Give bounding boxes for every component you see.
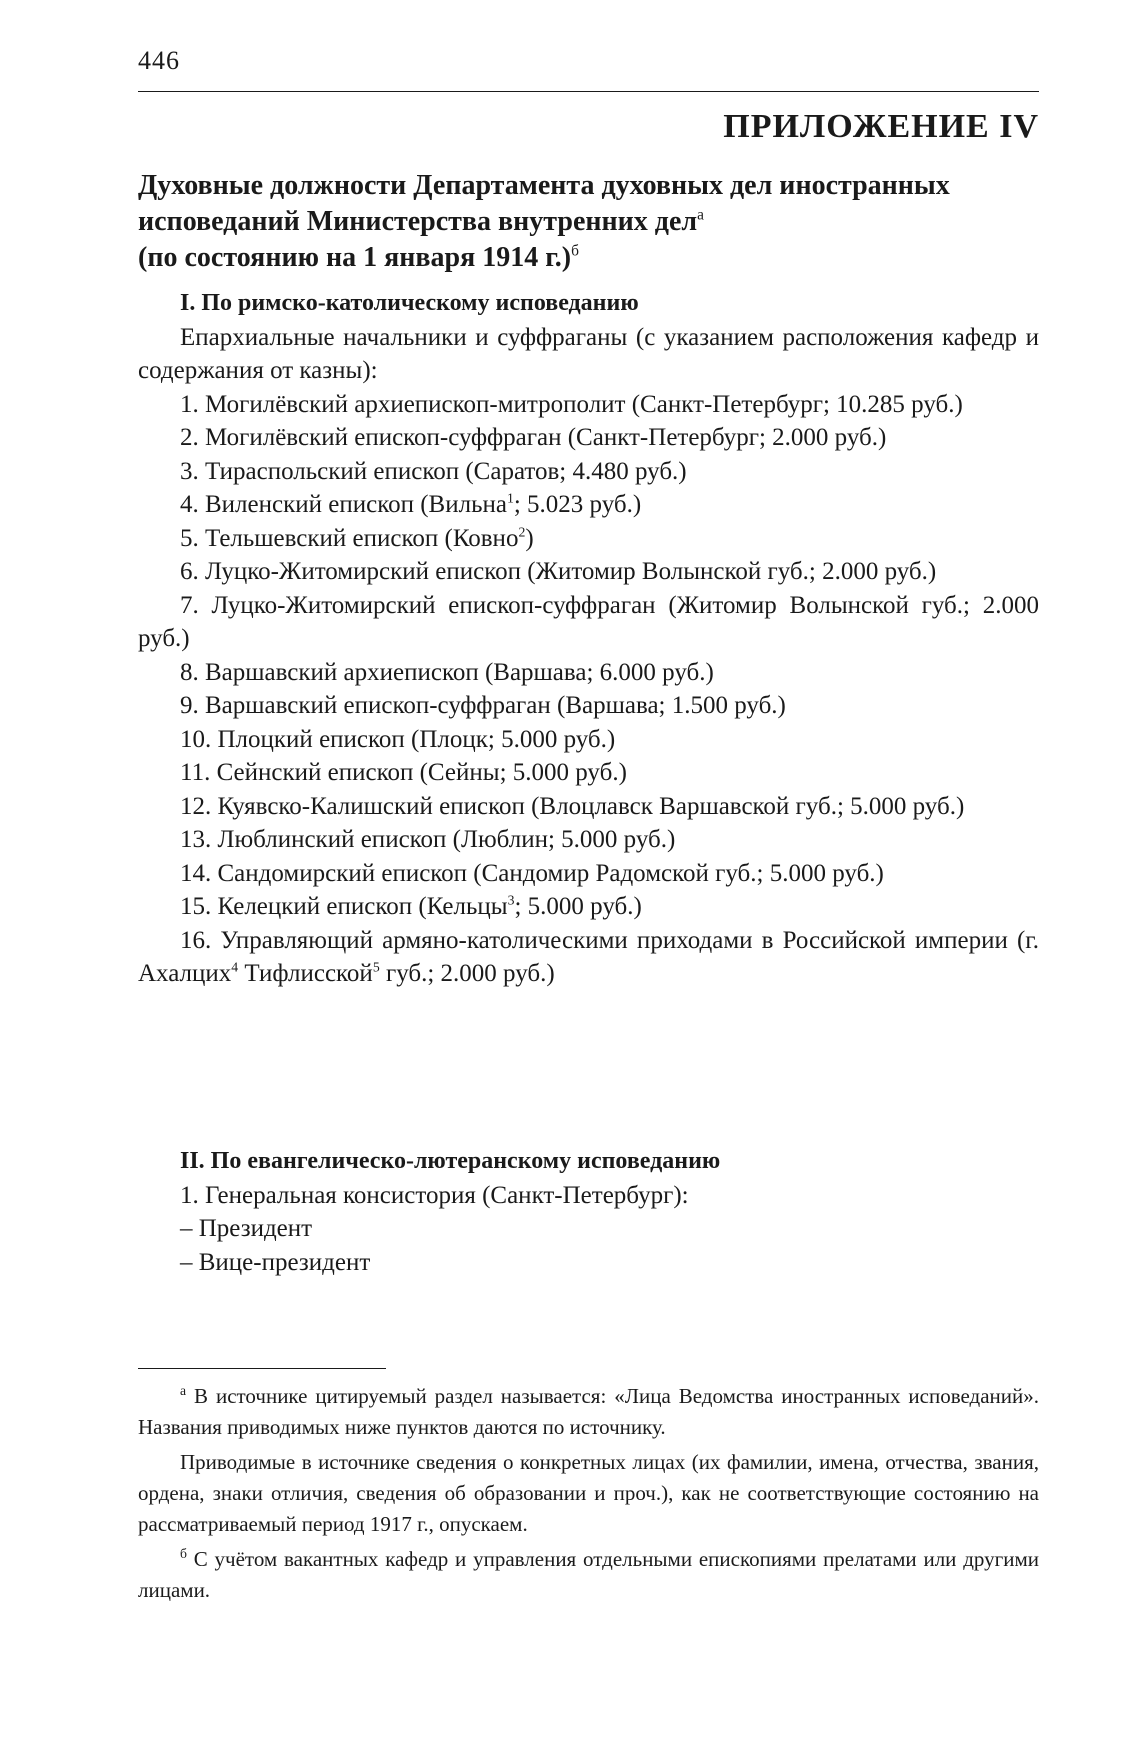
list-item	[138, 689, 1039, 723]
footnote-a	[138, 1381, 1039, 1443]
title-line-3	[138, 240, 1039, 276]
list-item	[138, 823, 1039, 857]
list-item	[138, 890, 1039, 924]
section-heading: II. По евангелическо-лютеранскому исповеданию	[180, 1148, 721, 1174]
list-item-text: )	[525, 524, 534, 552]
list-item-text: 10. Плоцкий епископ (Плоцк; 5.000 руб.)	[180, 725, 616, 753]
footnotes	[138, 1381, 1039, 1610]
section-roman-catholic	[138, 287, 1039, 991]
list-item-text: 2. Могилёвский епископ-суффраган (Санкт-Петербург; 2.000 руб.)	[180, 424, 887, 451]
list-item-text: 16. Управляющий армяно-католическими приходами в Российской империи (г. Ахалцих	[138, 926, 1039, 987]
list-item-text: 15. Келецкий епископ (Кельцы	[180, 893, 508, 920]
list-item: – Вице-президент	[180, 1248, 371, 1276]
list-item-text: ; 5.000 руб.)	[514, 893, 642, 920]
list-item	[138, 488, 1039, 522]
header-rule	[138, 91, 1039, 92]
title-line-3-text: (по состоянию на 1 января 1914 г.)	[138, 242, 572, 273]
list-item-text: 1. Могилёвский архиепископ-митрополит (Санкт-Петербург; 10.285 руб.)	[180, 390, 963, 418]
list-item-text: 14. Сандомирский епископ (Сандомир Радомской губ.; 5.000 руб.)	[180, 859, 884, 887]
document-title	[138, 168, 1039, 276]
list-item	[138, 756, 1039, 790]
list-item	[138, 455, 1039, 489]
footnote-a-continued: Приводимые в источнике сведения о конкретных лицах (их фамилии, имена, отчества, звания, ордена, знаки отличия, сведения об образовании и проч.), как не соответствующие состоянию на рассматриваемый период 1917 г., опускаем.	[138, 1450, 1039, 1536]
list-item-text: 13. Люблинский епископ (Люблин; 5.000 руб.)	[180, 826, 676, 853]
note-ref: 5	[372, 959, 380, 975]
list-item	[138, 388, 1039, 422]
footnote-mark-b: б	[180, 1546, 187, 1561]
list-item	[138, 924, 1039, 991]
title-line-1: Духовные должности Департамента духовных дел иностранных	[138, 170, 950, 201]
section-intro: Епархиальные начальники и суффраганы (с указанием расположения кафедр и содержания от казны):	[138, 323, 1039, 384]
list-item-text: 6. Луцко-Житомирский епископ (Житомир Волынской губ.; 2.000 руб.)	[180, 558, 937, 585]
list-item: – Президент	[180, 1215, 313, 1242]
list-item	[138, 857, 1039, 891]
list-item	[138, 723, 1039, 757]
note-ref: 3	[507, 892, 515, 908]
consistory-list	[138, 1179, 1039, 1280]
appendix-title: ПРИЛОЖЕНИЕ IV	[723, 108, 1039, 145]
list-item	[138, 790, 1039, 824]
section-lutheran	[138, 1145, 1039, 1279]
footnote-mark-a: а	[180, 1383, 187, 1398]
page-number: 446	[138, 46, 180, 75]
list-item-text: губ.; 2.000 руб.)	[379, 960, 555, 987]
list-item-text: 11. Сейнский епископ (Сейны; 5.000 руб.)	[180, 759, 627, 786]
list-item-text: 8. Варшавский архиепископ (Варшава; 6.000 руб.)	[180, 658, 714, 686]
section-heading: I. По римско-католическому исповеданию	[180, 290, 639, 316]
note-ref: 1	[506, 490, 514, 506]
list-item	[138, 421, 1039, 455]
list-item-text: 9. Варшавский епископ-суффраган (Варшава; 1.500 руб.)	[180, 692, 786, 719]
footnote-ref-a: а	[697, 206, 704, 224]
list-item-text: 5. Тельшевский епископ (Ковно	[180, 524, 519, 552]
list-item-text: ; 5.023 руб.)	[513, 491, 642, 518]
diocese-list	[138, 388, 1039, 991]
footnote-b-text: С учётом вакантных кафедр и управления отдельными епископиями прелатами или другими лицами.	[138, 1547, 1039, 1602]
list-item	[138, 555, 1039, 589]
footnote-b	[138, 1544, 1039, 1606]
list-item-text: Тифлисской	[238, 960, 373, 987]
list-item	[138, 656, 1039, 690]
note-ref: 4	[231, 959, 239, 975]
title-line-2	[138, 204, 1039, 240]
list-item-text: 4. Виленский епископ (Вильна	[180, 491, 507, 518]
footnote-ref-b: б	[571, 242, 579, 260]
list-item-text: 7. Луцко-Житомирский епископ-суффраган (Житомир Волынской губ.; 2.000 руб.)	[138, 591, 1039, 652]
footnote-a-text: В источнике цитируемый раздел называется: «Лица Ведомства иностранных исповеданий». Названия приводимых ниже пунктов даются по источнику.	[138, 1384, 1039, 1439]
list-item	[138, 522, 1039, 556]
list-item	[138, 589, 1039, 656]
list-item-text: 3. Тираспольский епископ (Саратов; 4.480 руб.)	[180, 457, 687, 485]
note-ref: 2	[518, 524, 526, 540]
list-item: 1. Генеральная консистория (Санкт-Петербург):	[180, 1181, 689, 1209]
title-line-2-text: исповеданий Министерства внутренних дел	[138, 206, 698, 237]
list-item-text: 12. Куявско-Калишский епископ (Влоцлавск Варшавской губ.; 5.000 руб.)	[180, 792, 965, 820]
footnote-rule	[138, 1368, 386, 1369]
